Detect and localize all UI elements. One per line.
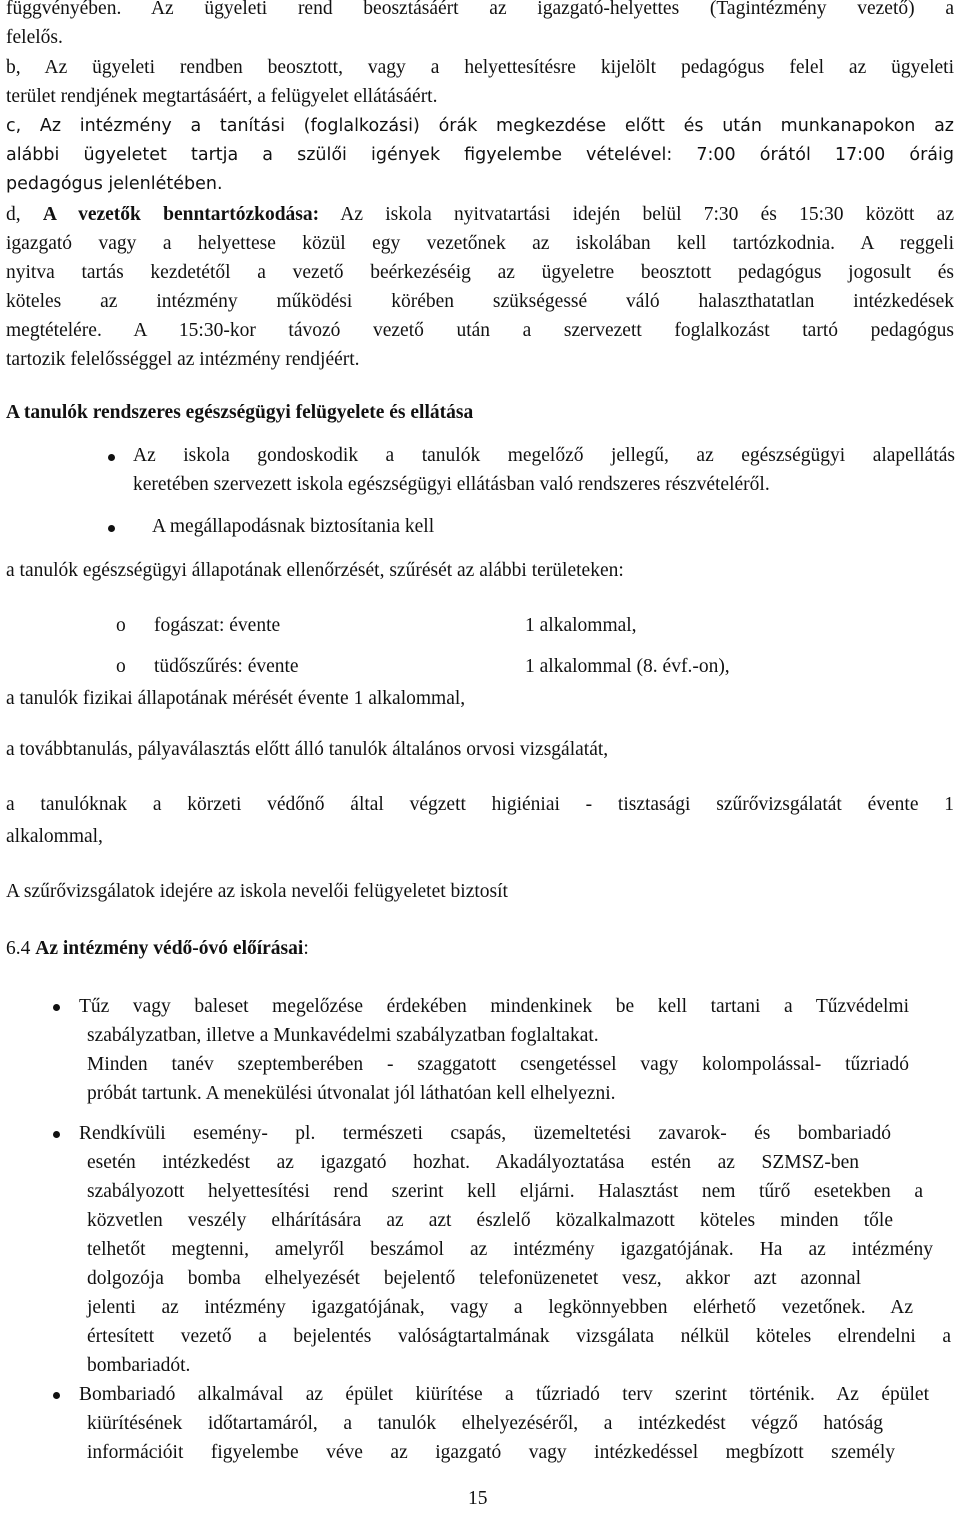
para-c-line-3: pedagógus jelenlétében.: [6, 174, 223, 194]
safety-bullet-1-line-3: Minden tanév szeptemberében - szaggatott csengetéssel vagy kolompolással- tűzriadó: [87, 1054, 909, 1075]
para-d-line-4: köteles az intézmény működési körében szükségessé váló halaszthatatlan intézkedések: [6, 291, 954, 312]
item-value: 1 alkalommal,: [525, 615, 637, 636]
safety-bullet-2-line-3: szabályozott helyettesítési rend szerint kell eljárni. Halasztást nem tűrő esetekben a: [87, 1181, 923, 1202]
bullet-icon: [53, 1004, 60, 1011]
para-b-line-1: b, Az ügyeleti rendben beosztott, vagy a helyettesítésre kijelölt pedagógus felel az ügyeleti: [6, 57, 954, 78]
item-marker: o: [116, 656, 126, 677]
safety-bullet-2-line-7: jelenti az intézmény igazgatójának, vagy a legkönnyebben elérhető vezetőnek. Az: [87, 1297, 913, 1318]
health-bullet-1-line-2: keretében szervezett iskola egészségügyi ellátásban való rendszeres részvételéről.: [133, 474, 770, 495]
para-c-line-1: c, Az intézmény a tanítási (foglalkozási) órák megkezdése előtt és után munkanapokon az: [6, 116, 954, 136]
health-p1: a tanulók fizikai állapotának mérését évente 1 alkalommal,: [6, 688, 466, 709]
bullet-icon: [108, 454, 115, 461]
safety-bullet-3-line-1: Bombariadó alkalmával az épület kiürítése a tűzriadó terv szerint történik. Az épület: [79, 1384, 929, 1405]
safety-bullet-3-line-2: kiürítésének időtartamáról, a tanulók elhelyezéséről, a intézkedést végző hatóság: [87, 1413, 883, 1434]
item-marker: o: [116, 615, 126, 636]
para-d-line-6: tartozik felelősséggel az intézmény rendjéért.: [6, 349, 360, 370]
bullet-icon: [53, 1131, 60, 1138]
safety-bullet-3-line-3: információit figyelembe véve az igazgató vagy intézkedéssel megbízott személy: [87, 1442, 895, 1463]
para-b-line-2: terület rendjének megtartásáért, a felügyelet ellátásáért.: [6, 86, 438, 107]
health-p4: A szűrővizsgálatok idejére az iskola nevelői felügyeletet biztosít: [6, 881, 508, 902]
safety-bullet-2-line-9: bombariadót.: [87, 1355, 191, 1376]
safety-bullet-2-line-5: telhetőt megtenni, amelyről beszámol az intézmény igazgatójának. Ha az intézmény: [87, 1239, 933, 1260]
bullet-icon: [108, 525, 115, 532]
health-bullet-2: A megállapodásnak biztosítania kell: [152, 516, 435, 537]
safety-bullet-1-line-4: próbát tartunk. A menekülési útvonalat jól láthatóan kell elhelyezni.: [87, 1083, 616, 1104]
leaders-presence-heading: A vezetők benntartózkodása:: [42, 204, 320, 225]
item-label: fogászat: évente: [154, 615, 281, 636]
item-value: 1 alkalommal (8. évf.-on),: [525, 656, 730, 677]
health-p2: a továbbtanulás, pályaválasztás előtt álló tanulók általános orvosi vizsgálatát,: [6, 739, 609, 760]
health-intro: a tanulók egészségügyi állapotának ellenőrzését, szűrését az alábbi területeken:: [6, 560, 624, 581]
para-c-line-2: alábbi ügyeletet tartja a szülői igények figyelembe vételével: 7:00 órától 17:00 óráig: [6, 145, 954, 165]
safety-bullet-2-line-8: értesített vezető a bejelentés valóságtartalmának vizsgálata nélkül köteles elrendelni a: [87, 1326, 951, 1347]
intro-line-1: függvényében. Az ügyeleti rend beosztásáért az igazgató-helyettes (Tagintézmény vezető) a: [6, 0, 954, 19]
safety-bullet-2-line-4: közvetlen veszély elhárítására az azt észlelő közalkalmazott köteles minden tőle: [87, 1210, 893, 1231]
bullet-icon: [53, 1392, 60, 1399]
health-bullet-1-line-1: Az iskola gondoskodik a tanulók megelőző jellegű, az egészségügyi alapellátás: [133, 445, 955, 466]
para-d-line-1: d, A vezetők benntartózkodása: Az iskola nyitvatartási idején belül 7:30 és 15:30 között az: [6, 204, 954, 225]
para-d-line-3: nyitva tartás kezdetétől a vezető beérkezéséig az ügyeletre beosztott pedagógus jogosult és: [6, 262, 954, 283]
health-section-heading: A tanulók rendszeres egészségügyi felügyelete és ellátása: [6, 402, 474, 423]
safety-bullet-1-line-1: Tűz vagy baleset megelőzése érdekében mindenkinek be kell tartani a Tűzvédelmi: [79, 996, 909, 1017]
safety-bullet-1-line-2: szabályzatban, illetve a Munkavédelmi szabályzatban foglaltakat.: [87, 1025, 599, 1046]
page-number: 15: [468, 1488, 488, 1509]
safety-bullet-2-line-6: dolgozója bomba elhelyezését bejelentő telefonüzenetet vesz, akkor azt azonnal: [87, 1268, 861, 1289]
health-p3-line-2: alkalommal,: [6, 826, 103, 847]
safety-bullet-2-line-2: esetén intézkedést az igazgató hozhat. Akadályoztatása estén az SZMSZ-ben: [87, 1152, 859, 1173]
health-p3-line-1: a tanulóknak a körzeti védőnő által végzett higiéniai - tisztasági szűrővizsgálatát évente 1: [6, 794, 954, 815]
safety-bullet-2-line-1: Rendkívüli esemény- pl. természeti csapás, üzemeltetési zavarok- és bombariadó: [79, 1123, 891, 1144]
item-label: tüdőszűrés: évente: [154, 656, 299, 677]
para-d-line-2: igazgató vagy a helyettese közül egy vezetőnek az iskolában kell tartózkodnia. A reggeli: [6, 233, 954, 254]
safety-section-heading: 6.4 Az intézmény védő-óvó előírásai:: [6, 938, 309, 959]
para-d-line-5: megtételére. A 15:30-kor távozó vezető után a szervezett foglalkozást tartó pedagógus: [6, 320, 954, 341]
intro-line-2: felelős.: [6, 27, 63, 48]
